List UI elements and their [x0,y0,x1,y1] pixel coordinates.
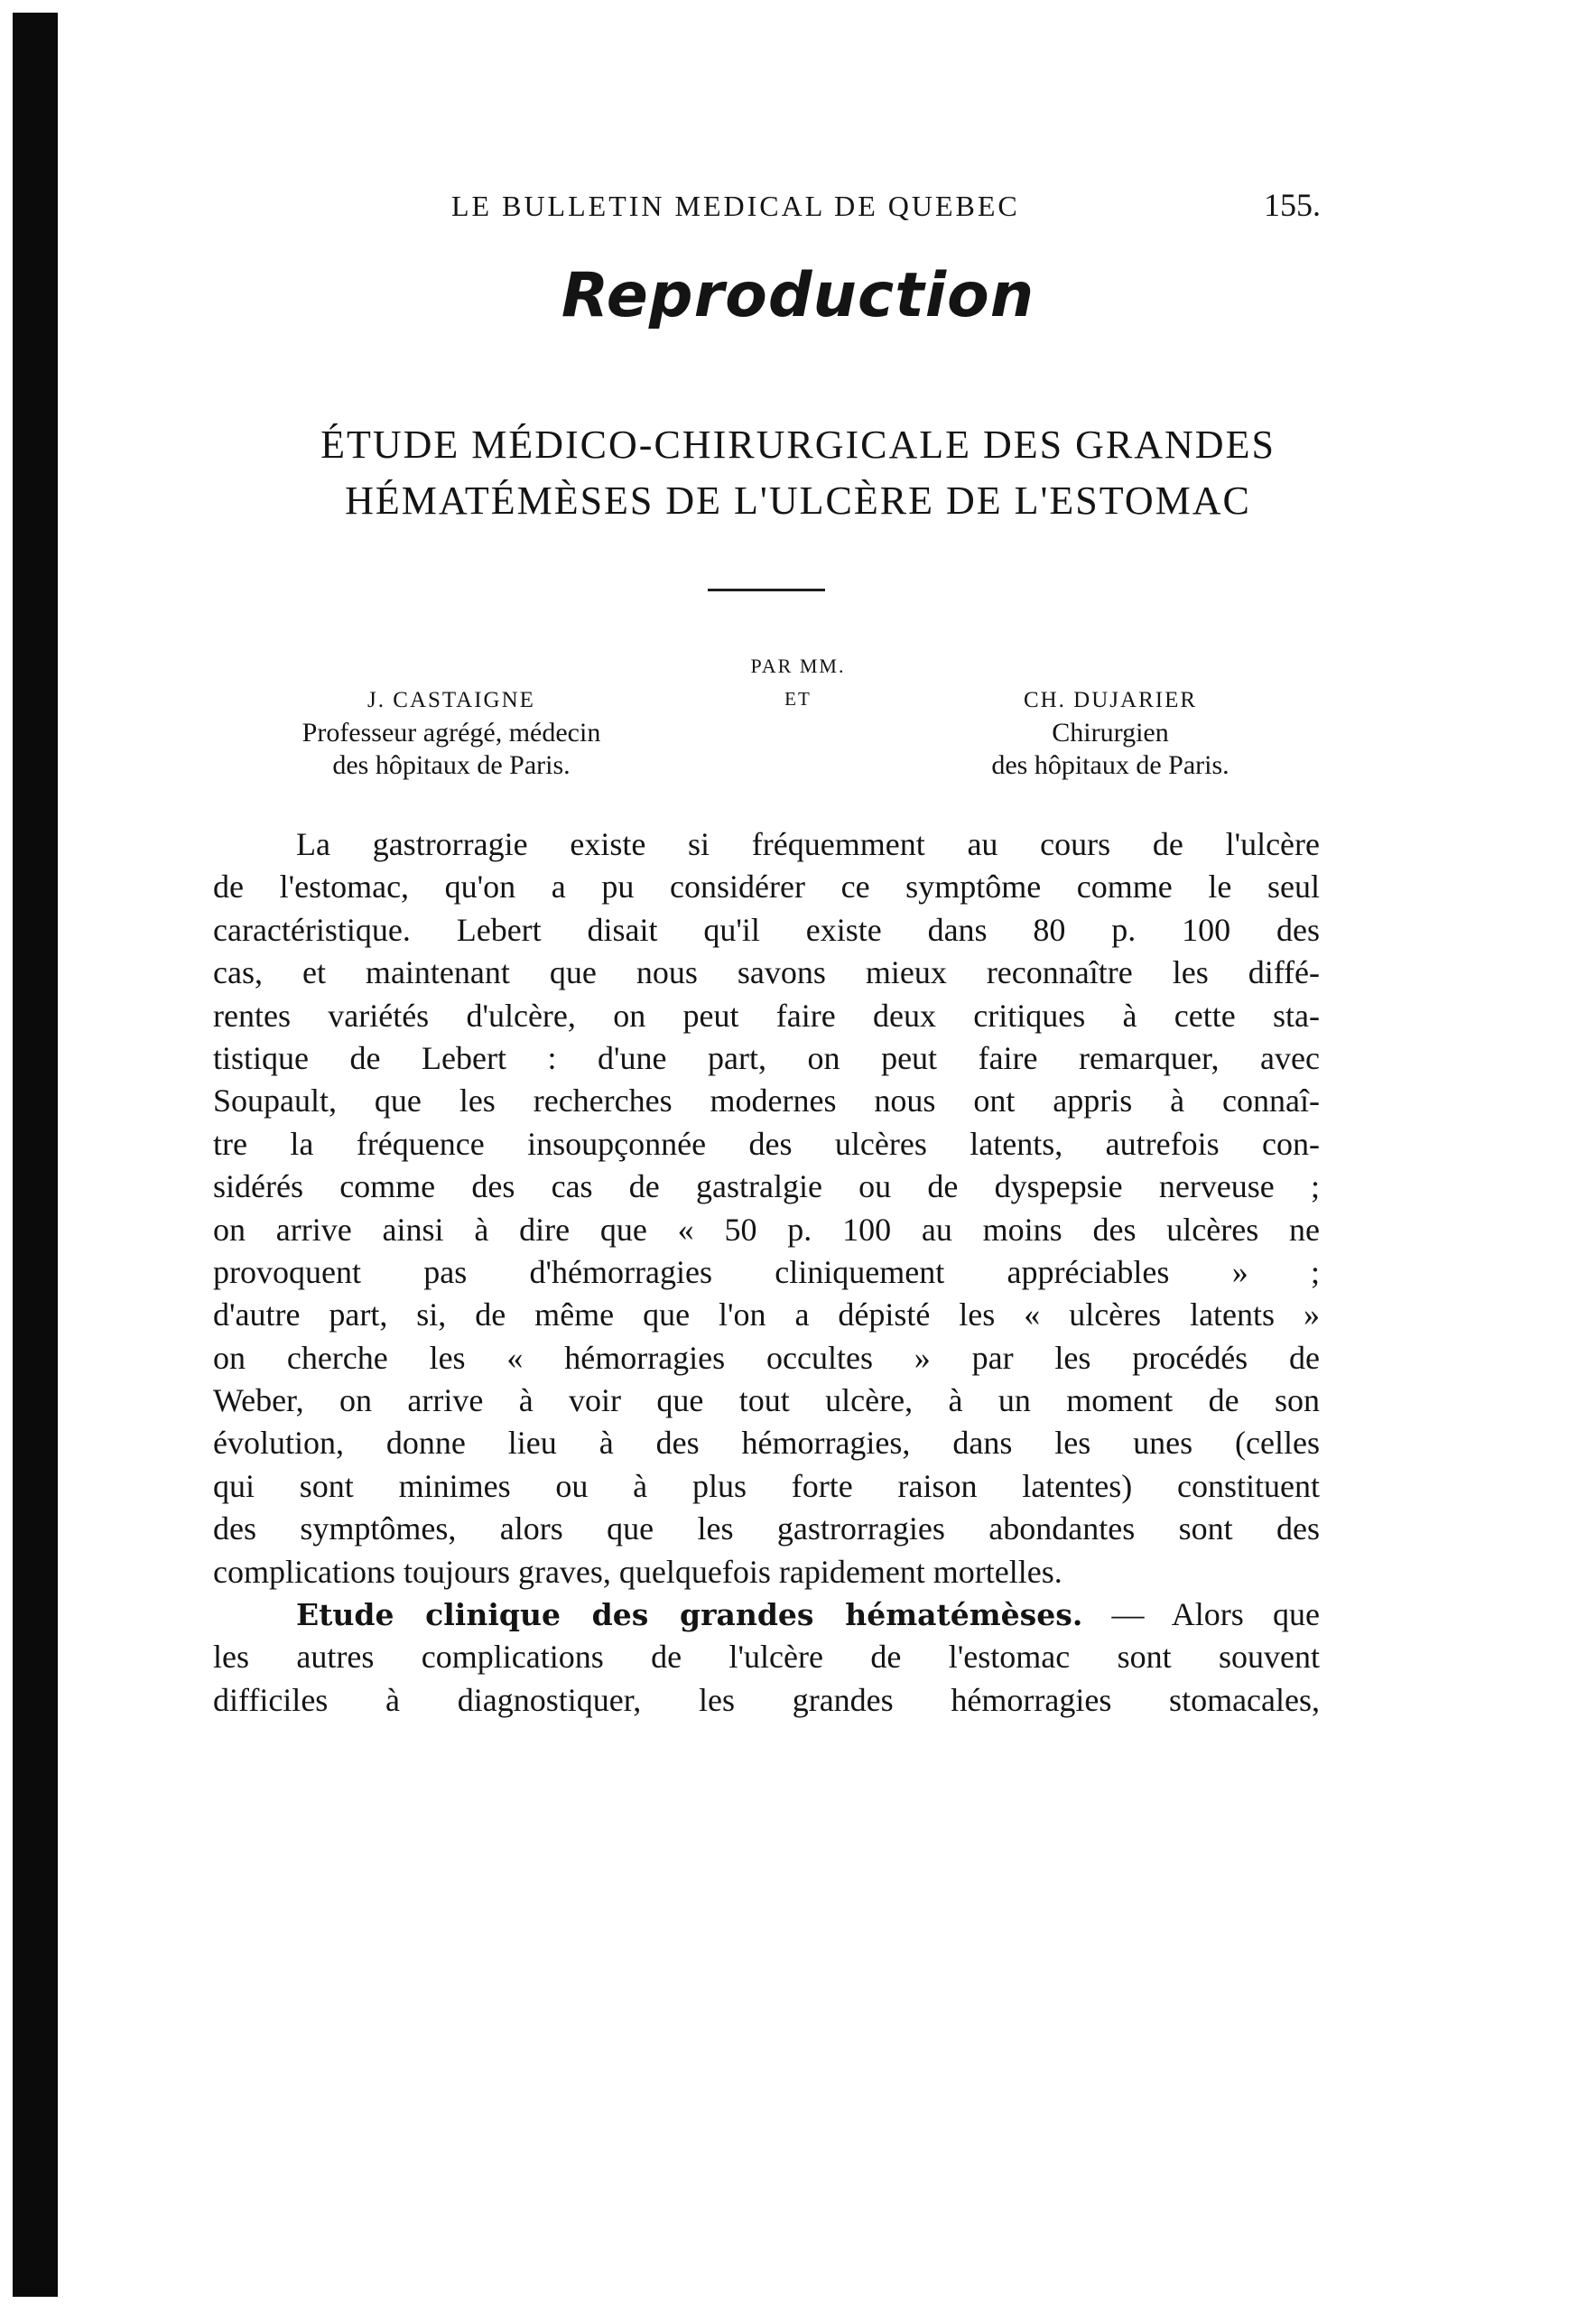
body-line: on cherche les « hémorragies occultes » par les procédés de [213,1339,1320,1376]
body-line: rentes variétés d'ulcère, on peut faire deux critiques à cette sta- [213,997,1320,1034]
body-line: difficiles à diagnostiquer, les grandes hémorragies stomacales, [213,1681,1320,1718]
article-title-line: HÉMATÉMÈSES DE L'ULCÈRE DE L'ESTOMAC [345,478,1251,523]
byline-et: ET [784,688,812,710]
section-lead: Etude clinique des grandes hématémèses. [296,1597,1083,1633]
article-body [213,823,1320,1722]
title-divider [708,589,825,591]
running-head: LE BULLETIN MEDICAL DE QUEBEC [451,190,1020,222]
body-line-rest: — Alors que [1111,1596,1320,1633]
body-line: on arrive ainsi à dire que « 50 p. 100 au moins des ulcères ne [213,1211,1320,1248]
author-right [903,684,1318,782]
body-line: provoquent pas d'hémorragies cliniquement appréciables » ; [213,1253,1320,1290]
body-line: tistique de Lebert : d'une part, on peut faire remarquer, avec [213,1039,1320,1076]
body-line: évolution, donne lieu à des hémorragies, dans les unes (celles [213,1425,1320,1462]
body-line: Soupault, que les recherches modernes nous ont appris à connaî- [213,1082,1320,1119]
article-title-line: ÉTUDE MÉDICO-CHIRURGICALE DES GRANDES [320,423,1276,467]
body-line: caractéristique. Lebert disait qu'il existe dans 80 p. 100 des [213,911,1320,948]
body-line: des symptômes, alors que les gastrorragies abondantes sont des [213,1510,1320,1547]
byline-par: PAR MM. [750,655,846,677]
author-role: Chirurgien [1052,718,1169,748]
author-affiliation: des hôpitaux de Paris. [991,750,1229,780]
author-left [217,684,686,782]
author-name: J. CASTAIGNE [367,688,535,712]
body-line [213,1593,1320,1636]
body-line: complications toujours graves, quelquefois rapidement mortelles. [213,1553,1062,1590]
body-line: d'autre part, si, de même que l'on a dépisté les « ulcères latents » [213,1296,1320,1333]
article-title [0,417,1596,529]
page-number: 155. [1264,187,1321,223]
author-name: CH. DUJARIER [1023,688,1198,712]
body-line: tre la fréquence insoupçonnée des ulcères latents, autrefois con- [213,1125,1320,1162]
section-title: Reproduction [561,260,1035,331]
body-line: sidérés comme des cas de gastralgie ou de dyspepsie nerveuse ; [213,1168,1320,1205]
body-line: qui sont minimes ou à plus forte raison latentes) constituent [213,1467,1320,1504]
body-line: les autres complications de l'ulcère de l'estomac sont souvent [213,1639,1320,1676]
author-role: Professeur agrégé, médecin [302,718,601,748]
body-line: Weber, on arrive à voir que tout ulcère, à un moment de son [213,1382,1320,1419]
author-affiliation: des hôpitaux de Paris. [332,750,571,780]
body-line: cas, et maintenant que nous savons mieux reconnaître les diffé- [213,954,1320,991]
body-line: de l'estomac, qu'on a pu considérer ce symptôme comme le seul [213,869,1320,906]
body-line: La gastrorragie existe si fréquemment au cours de l'ulcère [296,826,1320,862]
